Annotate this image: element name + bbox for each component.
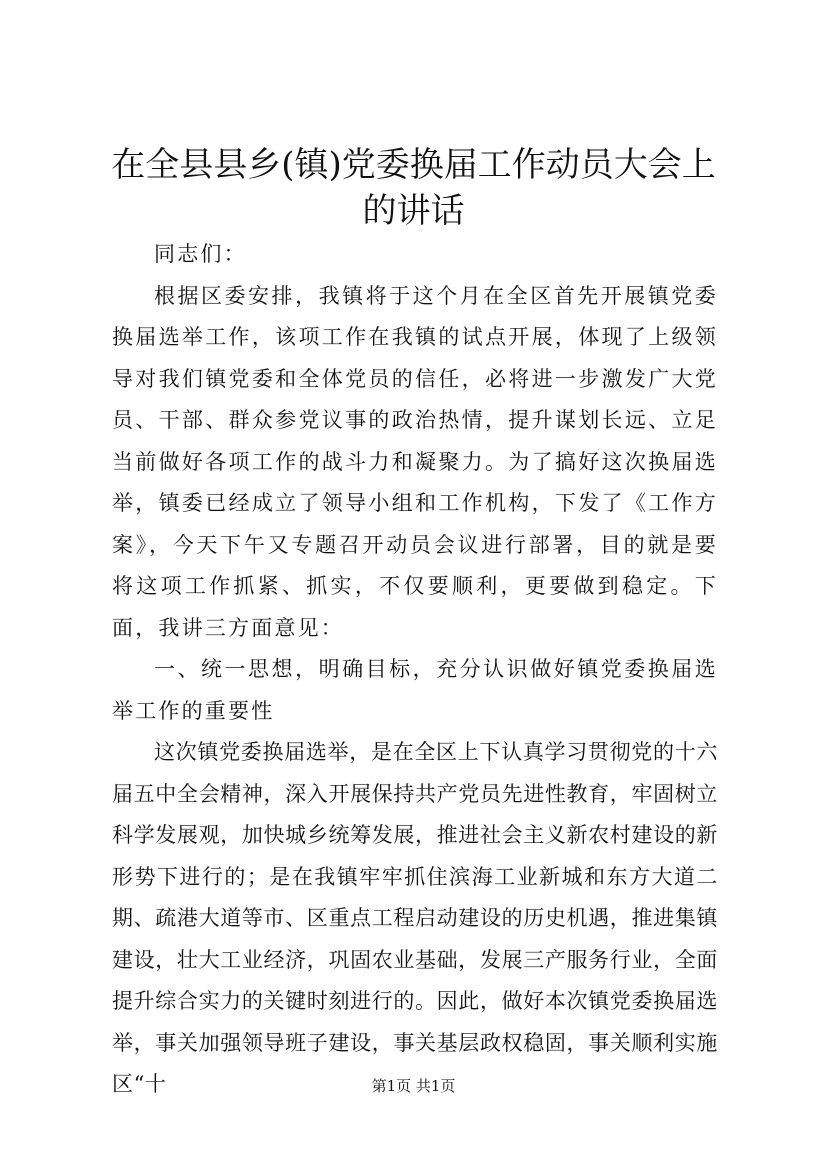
document-body (112, 234, 718, 1106)
document-title: 在全县县乡(镇)党委换届工作动员大会上的讲话 (111, 145, 716, 231)
paragraph: 根据区委安排，我镇将于这个月在全区首先开展镇党委换届选举工作，该项工作在我镇的试点开展，体现了上级领导对我们镇党委和全体党员的信任，必将进一步激发广大党员、干部、群众参党议事的政治热情，提升谋划长远、立足当前做好各项工作的战斗力和凝聚力。为了搞好这次换届选举，镇委已经成立了领导小组和工作机构，下发了《工作方案》，今天下午又专题召开动员会议进行部署，目的就是要将这项工作抓紧、抓实，不仅要顺利，更要做到稳定。下面，我讲三方面意见： (112, 283, 718, 640)
paragraph: 这次镇党委换届选举，是在全区上下认真学习贯彻党的十六届五中全会精神，深入开展保持共产党员先进性教育，牢固树立科学发展观，加快城乡统筹发展，推进社会主义新农村建设的新形势下进行的；是在我镇牢牢抓住滨海工业新城和东方大道二期、疏港大道等市、区重点工程启动建设的历史机遇，推进集镇建设，壮大工业经济，巩固农业基础，发展三产服务行业，全面提升综合实力的关键时刻进行的。因此，做好本次镇党委换届选举，事关加强领导班子建设，事关基层政权稳固，事关顺利实施区“十 (112, 740, 718, 1096)
page-number-label: 第1页 共1页 (371, 1077, 456, 1095)
salutation: 同志们： (154, 242, 247, 266)
section-heading: 一、统一思想，明确目标，充分认识做好镇党委换届选举工作的重要性 (112, 657, 718, 723)
page-footer (0, 1076, 827, 1096)
